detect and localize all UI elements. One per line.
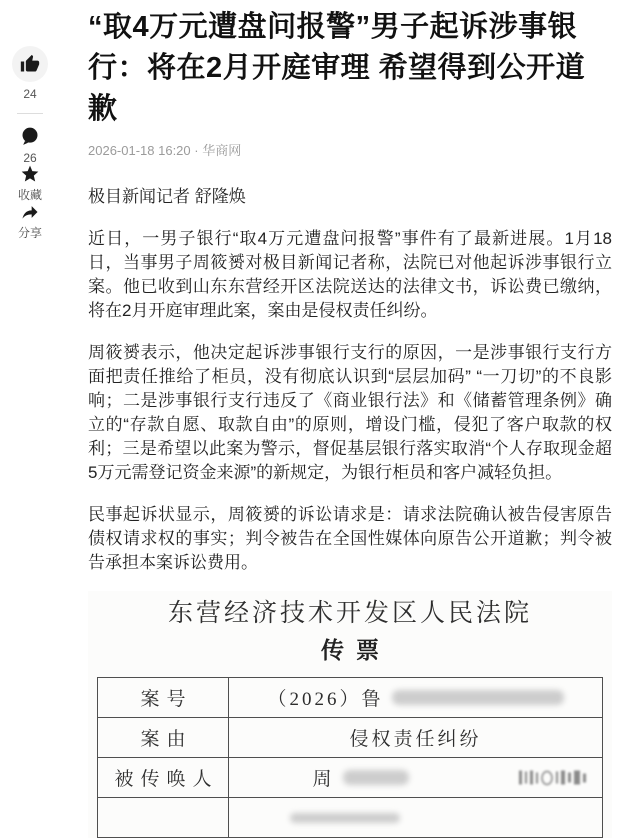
table-row-partial	[98, 798, 603, 838]
row-label: 被传唤人	[98, 758, 229, 798]
redaction-blur	[343, 770, 409, 785]
article	[88, 0, 612, 838]
table-row	[98, 678, 603, 718]
share-label: 分享	[17, 226, 42, 240]
thumbs-up-icon[interactable]	[12, 46, 48, 82]
action-sidebar	[8, 46, 52, 240]
table-row	[98, 718, 603, 758]
summoned-person-value: 周	[312, 769, 335, 790]
summons-table	[97, 677, 603, 838]
favorite-button[interactable]	[18, 164, 42, 202]
share-button[interactable]	[18, 202, 42, 240]
watermark-marks	[519, 770, 586, 785]
summons-doc-title: 传票	[321, 638, 391, 663]
sidebar-divider	[17, 113, 43, 114]
share-icon	[20, 202, 40, 222]
row-label: 案由	[98, 718, 229, 758]
case-number-value: （2026）鲁	[267, 689, 384, 710]
star-icon	[20, 164, 40, 184]
favorite-label: 收藏	[17, 188, 42, 202]
byline-paragraph: 极目新闻记者 舒隆焕	[88, 187, 246, 206]
summons-photo[interactable]	[88, 591, 612, 838]
court-name: 东营经济技术开发区人民法院	[167, 600, 532, 627]
like-button[interactable]	[12, 46, 48, 100]
table-row	[98, 758, 603, 798]
redaction-blur	[392, 690, 564, 705]
comment-icon	[20, 126, 40, 146]
redaction-blur	[290, 813, 400, 823]
comment-button[interactable]	[20, 126, 40, 164]
like-count: 24	[23, 87, 37, 101]
body-paragraph: 周筱赟表示，他决定起诉涉事银行支行的原因，一是涉事银行支行方面把责任推给了柜员，没有彻底认识到“层层加码” “一刀切”的不良影响；二是涉事银行支行违反了《商业银行法》和《储蓄管理条例》确立的“存款自愿、取款自由”的原则，增设门槛，侵犯了客户取款的权利；三是希望以此案为警示，督促基层银行落实取消“个人存取现金超5万元需登记资金来源”的新规定，为银行柜员和客户减轻负担。	[88, 343, 612, 482]
article-meta: 2026-01-18 16:20 · 华商网	[88, 143, 242, 158]
comment-count: 26	[23, 151, 37, 165]
case-cause-value: 侵权责任纠纷	[229, 718, 603, 758]
page-title: “取4万元遭盘问报警”男子起诉涉事银行：将在2月开庭审理 希望得到公开道歉	[88, 11, 586, 125]
body-paragraph: 民事起诉状显示，周筱赟的诉讼请求是：请求法院确认被告侵害原告债权请求权的事实；判令被告在全国性媒体向原告公开道歉；判令被告承担本案诉讼费用。	[88, 505, 612, 572]
row-label: 案号	[98, 678, 229, 718]
body-paragraph: 近日，一男子银行“取4万元遭盘问报警”事件有了最新进展。1月18日，当事男子周筱赟对极目新闻记者称，法院已对他起诉涉事银行立案。他已收到山东东营经开区法院送达的法律文书，诉讼费已缴纳，将在2月开庭审理此案，案由是侵权责任纠纷。	[88, 229, 612, 320]
